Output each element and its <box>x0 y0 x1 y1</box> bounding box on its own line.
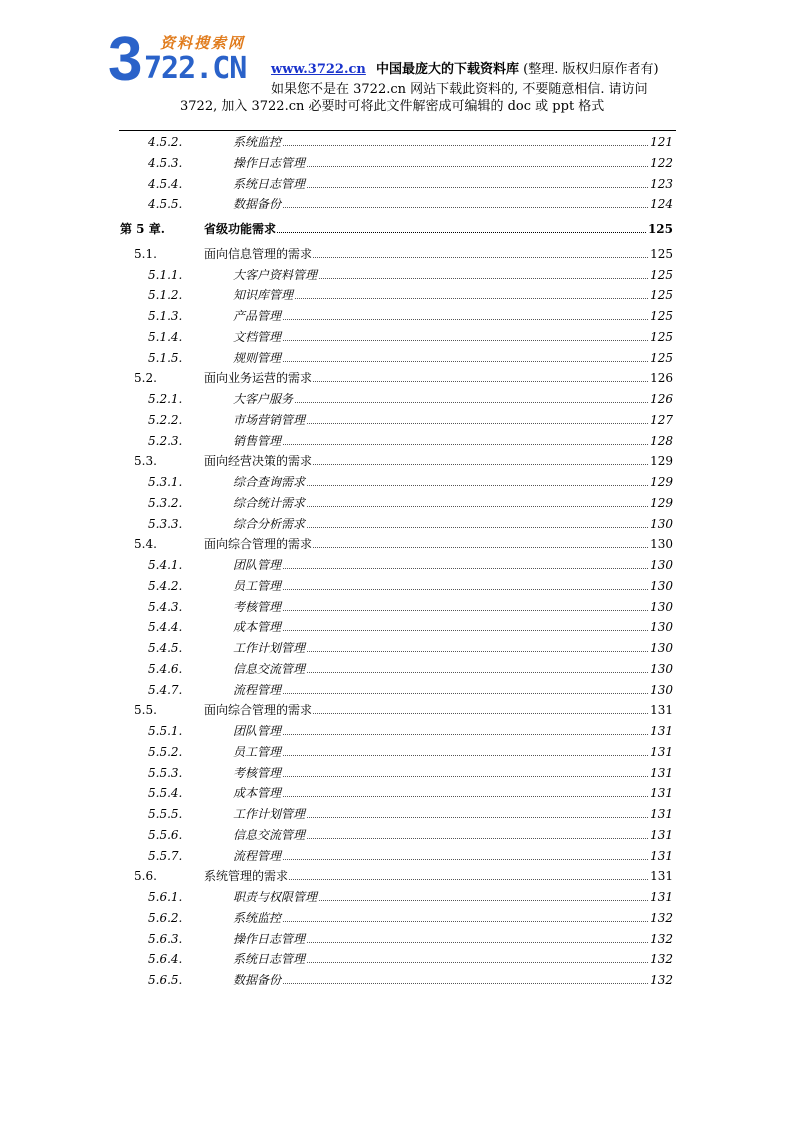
toc-entry[interactable] <box>0 887 794 907</box>
toc-entry-page: 130 <box>649 617 673 637</box>
toc-entry-title: 综合统计需求 <box>233 493 306 513</box>
toc-entry-number: 5.5. <box>134 703 157 718</box>
toc-entry-page: 132 <box>649 970 673 990</box>
toc-entry-page: 124 <box>649 194 673 214</box>
toc-entry-number: 5.5.2. <box>148 744 183 759</box>
toc-entry-title: 考核管理 <box>233 597 282 617</box>
toc-entry-page: 122 <box>649 153 673 173</box>
toc-dot-leader <box>233 319 648 320</box>
toc-entry[interactable] <box>0 285 794 305</box>
toc-entry[interactable] <box>0 970 794 990</box>
toc-entry[interactable] <box>0 153 794 173</box>
header-divider <box>119 130 676 131</box>
toc-entry-title: 信息交流管理 <box>233 659 306 679</box>
toc-dot-leader <box>233 983 648 984</box>
toc-entry[interactable] <box>0 348 794 368</box>
toc-entry-title: 面向综合管理的需求 <box>204 700 313 720</box>
toc-entry-number: 5.6.3. <box>148 931 183 946</box>
toc-entry-number: 5.2. <box>134 371 157 386</box>
toc-entry[interactable] <box>0 244 794 264</box>
toc-entry[interactable] <box>0 617 794 637</box>
toc-dot-leader <box>233 693 648 694</box>
toc-entry-number: 第 5 章. <box>120 222 165 236</box>
toc-entry-title: 大客户服务 <box>233 389 294 409</box>
toc-entry[interactable] <box>0 721 794 741</box>
toc-entry-title: 工作计划管理 <box>233 638 306 658</box>
toc-entry-title: 系统监控 <box>233 132 282 152</box>
toc-entry-number: 5.2.1. <box>148 392 183 406</box>
toc-entry-title: 员工管理 <box>233 576 282 596</box>
toc-entry-title: 面向综合管理的需求 <box>204 534 313 554</box>
toc-entry-page: 126 <box>649 389 673 409</box>
toc-entry-title: 大客户资料管理 <box>233 265 318 285</box>
toc-entry-title: 操作日志管理 <box>233 153 306 173</box>
toc-entry-page: 129 <box>649 451 673 471</box>
toc-entry-number: 5.3.1. <box>148 475 183 489</box>
toc-entry-page: 130 <box>649 555 673 575</box>
toc-entry-number: 4.5.3. <box>148 155 183 170</box>
toc-entry-number: 5.4.1. <box>148 558 183 572</box>
toc-dot-leader <box>233 568 648 569</box>
toc-entry[interactable] <box>0 132 794 152</box>
toc-entry[interactable] <box>0 472 794 492</box>
toc-entry-page: 131 <box>649 763 673 783</box>
toc-entry-title: 操作日志管理 <box>233 929 306 949</box>
toc-entry[interactable] <box>0 783 794 803</box>
toc-entry-number: 5.1.2. <box>148 288 183 303</box>
toc-entry-number: 5.3. <box>134 454 157 469</box>
toc-entry-page: 125 <box>649 327 673 347</box>
site-logo <box>108 25 268 94</box>
toc-entry-page: 131 <box>649 721 673 741</box>
toc-entry[interactable] <box>0 389 794 409</box>
toc-entry-number: 5.1.4. <box>148 329 183 344</box>
toc-dot-leader <box>233 444 648 445</box>
toc-entry-title: 面向业务运营的需求 <box>204 368 313 388</box>
toc-entry[interactable] <box>0 219 794 239</box>
toc-dot-leader <box>233 340 648 341</box>
toc-entry[interactable] <box>0 368 794 388</box>
toc-dot-leader <box>233 755 648 756</box>
toc-entry-number: 5.2.3. <box>148 433 183 448</box>
toc-entry[interactable] <box>0 514 794 534</box>
toc-dot-leader <box>233 630 648 631</box>
toc-entry-number: 5.6.4. <box>148 952 183 967</box>
toc-entry-number: 5.4.6. <box>148 661 183 676</box>
header-line-1 <box>271 58 659 77</box>
toc-entry[interactable] <box>0 327 794 347</box>
toc-entry-page: 125 <box>647 219 673 239</box>
toc-entry-number: 5.4.4. <box>148 620 183 635</box>
toc-entry-page: 130 <box>649 576 673 596</box>
toc-entry-number: 5.3.2. <box>148 495 183 510</box>
toc-entry-number: 5.2.2. <box>148 412 183 427</box>
toc-entry[interactable] <box>0 306 794 326</box>
toc-entry-title: 系统管理的需求 <box>204 866 289 886</box>
toc-entry-page: 131 <box>649 804 673 824</box>
toc-entry-page: 131 <box>649 825 673 845</box>
toc-entry-title: 成本管理 <box>233 783 282 803</box>
toc-entry[interactable] <box>0 929 794 949</box>
toc-entry-title: 知识库管理 <box>233 285 294 305</box>
toc-entry-page: 128 <box>649 431 673 451</box>
toc-entry-title: 系统日志管理 <box>233 949 306 969</box>
toc-entry[interactable] <box>0 174 794 194</box>
toc-entry-number: 5.4. <box>134 537 157 552</box>
toc-entry-number: 5.6.5. <box>148 973 183 987</box>
toc-dot-leader <box>233 589 648 590</box>
toc-entry[interactable] <box>0 763 794 783</box>
toc-entry-page: 126 <box>649 368 673 388</box>
toc-entry-title: 流程管理 <box>233 846 282 866</box>
toc-entry-title: 团队管理 <box>233 555 282 575</box>
toc-entry-number: 5.6. <box>134 869 157 884</box>
toc-entry-title: 成本管理 <box>233 617 282 637</box>
toc-dot-leader <box>233 610 648 611</box>
toc-entry-page: 131 <box>649 742 673 762</box>
toc-entry[interactable] <box>0 265 794 285</box>
toc-entry-number: 5.1.1. <box>148 267 183 282</box>
toc-entry-title: 市场营销管理 <box>233 410 306 430</box>
toc-entry-page: 130 <box>649 680 673 700</box>
toc-entry-number: 4.5.4. <box>148 176 183 191</box>
toc-entry-number: 4.5.2. <box>148 135 183 149</box>
toc-dot-leader <box>233 921 648 922</box>
header-line-2: 如果您不是在 3722.cn 网站下载此资料的, 不要随意相信. 请访问 <box>271 82 648 97</box>
toc-entry-title: 员工管理 <box>233 742 282 762</box>
toc-entry-title: 规则管理 <box>233 348 282 368</box>
toc-entry[interactable] <box>0 825 794 845</box>
toc-entry-title: 工作计划管理 <box>233 804 306 824</box>
toc-entry-page: 125 <box>649 306 673 326</box>
toc-entry[interactable] <box>0 597 794 617</box>
toc-entry-title: 职责与权限管理 <box>233 887 318 907</box>
toc-entry[interactable] <box>0 194 794 214</box>
toc-entry-title: 数据备份 <box>233 194 282 214</box>
toc-entry-page: 131 <box>649 866 673 886</box>
toc-entry-title: 流程管理 <box>233 680 282 700</box>
toc-entry-page: 131 <box>649 700 673 720</box>
toc-entry-title: 面向经营决策的需求 <box>204 451 313 471</box>
toc-entry-page: 130 <box>649 597 673 617</box>
toc-entry-title: 信息交流管理 <box>233 825 306 845</box>
toc-entry-number: 5.4.5. <box>148 641 183 655</box>
toc-dot-leader <box>233 298 648 299</box>
toc-entry-number: 5.5.6. <box>148 827 183 842</box>
toc-entry-title: 系统监控 <box>233 908 282 928</box>
toc-entry[interactable] <box>0 451 794 471</box>
toc-entry-page: 131 <box>649 846 673 866</box>
header-line-3: 3722, 加入 3722.cn 必要时可将此文件解密成可编辑的 doc 或 ppt 格式 <box>180 99 605 114</box>
toc-entry-page: 123 <box>649 174 673 194</box>
toc-entry-title: 考核管理 <box>233 763 282 783</box>
toc-entry[interactable] <box>0 804 794 824</box>
toc-entry-page: 127 <box>649 410 673 430</box>
toc-entry-title: 综合分析需求 <box>233 514 306 534</box>
toc-entry[interactable] <box>0 555 794 575</box>
toc-entry-page: 130 <box>649 659 673 679</box>
toc-entry-number: 5.4.7. <box>148 682 183 697</box>
toc-entry-number: 4.5.5. <box>148 197 183 212</box>
toc-entry-number: 5.3.3. <box>148 516 183 531</box>
toc-entry[interactable] <box>0 949 794 969</box>
toc-entry-page: 129 <box>649 493 673 513</box>
toc-entry-number: 5.6.2. <box>148 910 183 925</box>
site-link[interactable]: www.3722.cn <box>271 62 366 77</box>
logo-domain: 722.CN <box>144 51 247 86</box>
toc-entry-title: 综合查询需求 <box>233 472 306 492</box>
toc-dot-leader <box>233 734 648 735</box>
toc-entry-number: 5.5.4. <box>148 786 183 801</box>
toc-entry[interactable] <box>0 742 794 762</box>
toc-entry-number: 5.5.7. <box>148 848 183 863</box>
toc-entry[interactable] <box>0 659 794 679</box>
toc-entry-page: 125 <box>649 348 673 368</box>
toc-dot-leader <box>233 361 648 362</box>
toc-dot-leader <box>233 402 648 403</box>
site-description: 中国最庞大的下载资料库 <box>376 62 520 77</box>
toc-entry[interactable] <box>0 431 794 451</box>
toc-entry-page: 125 <box>649 244 673 264</box>
toc-dot-leader <box>233 796 648 797</box>
toc-entry-number: 5.1. <box>134 246 157 261</box>
toc-entry-page: 132 <box>649 949 673 969</box>
toc-entry-number: 5.5.5. <box>148 807 183 821</box>
toc-entry[interactable] <box>0 638 794 658</box>
toc-entry-page: 131 <box>649 783 673 803</box>
toc-dot-leader <box>233 207 648 208</box>
toc-entry-number: 5.1.5. <box>148 350 183 365</box>
toc-entry-title: 面向信息管理的需求 <box>204 244 313 264</box>
toc-entry-page: 121 <box>649 132 673 152</box>
toc-entry-title: 销售管理 <box>233 431 282 451</box>
toc-entry-number: 5.5.3. <box>148 765 183 780</box>
toc-entry[interactable] <box>0 680 794 700</box>
toc-entry-page: 130 <box>649 514 673 534</box>
logo-tagline: 资料搜索网 <box>160 34 246 52</box>
toc-dot-leader <box>233 776 648 777</box>
toc-entry-title: 数据备份 <box>233 970 282 990</box>
toc-entry-number: 5.1.3. <box>148 309 183 323</box>
toc-entry-page: 132 <box>649 929 673 949</box>
toc-entry-title: 产品管理 <box>233 306 282 326</box>
toc-entry-number: 5.4.2. <box>148 578 183 593</box>
toc-entry-number: 5.4.3. <box>148 599 183 614</box>
toc-entry-page: 129 <box>649 472 673 492</box>
toc-entry[interactable] <box>0 700 794 720</box>
toc-entry-page: 132 <box>649 908 673 928</box>
toc-entry[interactable] <box>0 866 794 886</box>
toc-entry[interactable] <box>0 908 794 928</box>
toc-entry-page: 125 <box>649 285 673 305</box>
toc-entry-page: 130 <box>649 638 673 658</box>
toc-entry-page: 131 <box>649 887 673 907</box>
toc-entry-page: 130 <box>649 534 673 554</box>
toc-entry-title: 系统日志管理 <box>233 174 306 194</box>
logo-number: 3 <box>108 25 143 94</box>
toc-entry-page: 125 <box>649 265 673 285</box>
toc-entry-number: 5.6.1. <box>148 890 183 904</box>
toc-entry[interactable] <box>0 576 794 596</box>
toc-entry-title: 省级功能需求 <box>204 219 277 239</box>
toc-dot-leader <box>233 859 648 860</box>
toc-entry[interactable] <box>0 534 794 554</box>
copyright-note: (整理. 版权归原作者有) <box>523 62 659 77</box>
toc-entry-number: 5.5.1. <box>148 724 183 738</box>
toc-entry-title: 团队管理 <box>233 721 282 741</box>
toc-entry[interactable] <box>0 846 794 866</box>
toc-entry[interactable] <box>0 410 794 430</box>
toc-entry-title: 文档管理 <box>233 327 282 347</box>
toc-dot-leader <box>233 145 648 146</box>
toc-entry[interactable] <box>0 493 794 513</box>
